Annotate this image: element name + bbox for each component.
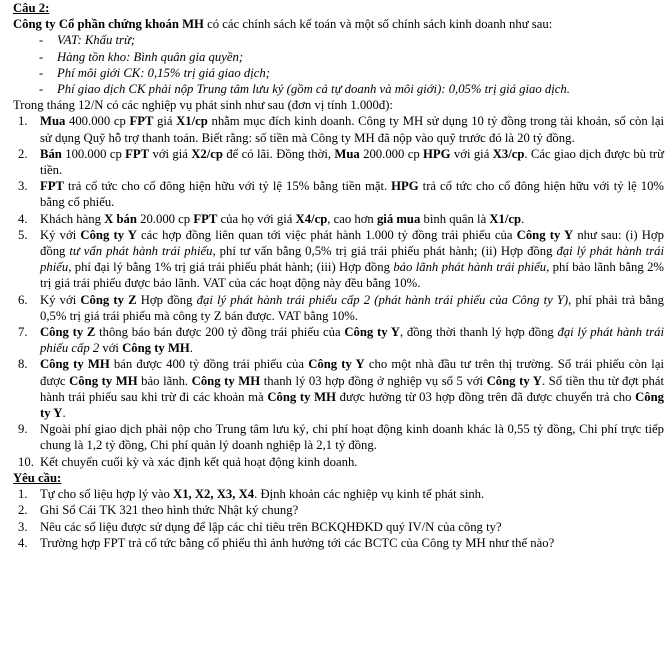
text-segment: được hưởng từ 03 hợp đồng trên đã được chuyển trả cho [335, 389, 636, 404]
bold-text: Công ty Y [344, 325, 400, 340]
text-segment: . [521, 211, 525, 226]
text-segment: 400.000 cp [65, 114, 130, 129]
text-segment: Kết chuyển cuối kỳ và xác định kết quả hoạt động kinh doanh. [40, 454, 358, 469]
text-segment: . [62, 406, 66, 421]
question-title: Câu 2: [13, 1, 50, 15]
item-number: 4. [18, 211, 28, 226]
item-number: 3. [18, 179, 28, 194]
text-segment: trả cổ tức cho cổ đông hiện hữu với tỷ lệ 15% bằng tiền mặt. [63, 179, 392, 194]
text-segment: 200.000 cp [359, 146, 424, 161]
bold-text: X4/cp [295, 211, 328, 226]
text-segment: 100.000 cp [61, 146, 126, 161]
requirements-list [13, 486, 664, 551]
text-segment: với giá [450, 146, 493, 161]
requirements-title: Yêu cầu: [13, 470, 62, 485]
bold-text: Công ty Z [80, 292, 137, 307]
bold-text: Công ty MH [267, 389, 336, 404]
bold-text: Bán [40, 146, 62, 161]
text-segment: giá [153, 114, 177, 129]
transaction-item [13, 356, 664, 421]
bold-text: X1, X2, X3, X4 [173, 487, 255, 502]
text-segment: với [99, 341, 123, 356]
dash-bullet: - [39, 33, 44, 48]
bold-text: FPT [40, 179, 64, 194]
bold-text: Mua [40, 114, 66, 129]
bold-text: bán [116, 211, 137, 226]
text-segment: thông báo bán được 200 tỷ đồng trái phiếu của [95, 325, 345, 340]
requirements-title-line [13, 470, 664, 486]
dash-bullet: - [39, 65, 44, 80]
transaction-item [13, 113, 664, 145]
text-segment: Tự cho số liệu hợp lý vào [40, 487, 174, 502]
question-title-line [13, 0, 664, 16]
dash-bullet: - [39, 82, 44, 97]
policy-text: VAT: Khấu trừ; [57, 33, 136, 48]
requirement-item [13, 502, 664, 518]
text-segment: như sau: (i) Hợp đồng [40, 227, 664, 259]
text-segment: với giá [149, 146, 192, 161]
policy-item [13, 65, 664, 81]
text-segment: Trường hợp FPT trả cổ tức bằng cổ phiếu thì ảnh hưởng tới các BCTC của Công ty MH như thế nào? [40, 535, 555, 550]
bold-text: FPT [125, 146, 150, 161]
item-number: 1. [18, 114, 28, 129]
bold-text: FPT [193, 211, 218, 226]
transaction-item [13, 454, 664, 470]
policy-item [13, 32, 664, 48]
bold-text: FPT [129, 114, 154, 129]
item-number: 6. [18, 292, 28, 307]
text-segment: bảo lãnh. [137, 373, 192, 388]
text-segment: . Số tiền thu từ đợt phát hành trái phiếu sau khi trừ đi các khoản mà [40, 373, 664, 404]
text-segment: , phí phải trả bằng 0,5% trị giá trái phiếu mà công ty Z bán được. VAT bằng 10%. [40, 292, 664, 323]
bold-text: giá mua [376, 211, 421, 226]
bold-text: X2/cp [191, 146, 223, 161]
bold-text: Công ty MH [122, 341, 190, 356]
bold-text: X3/cp [492, 146, 525, 161]
italic-text: đại lý phát hành trái phiếu cấp 2 [40, 325, 664, 356]
text-segment: , phí bảo lãnh bằng 2% trị giá trái phiếu được bảo lãnh. VAT của các hoạt động này đều bằng 10%. [40, 260, 664, 291]
text-segment: của họ với giá [217, 211, 296, 226]
text-segment: Khách hàng [40, 211, 105, 226]
text-segment: , đồng thời thanh lý hợp đồng [399, 325, 558, 340]
item-number: 1. [18, 487, 28, 502]
item-number: 8. [18, 357, 28, 372]
intro-paragraph [13, 16, 664, 32]
transaction-list [13, 113, 664, 469]
bold-text: Công ty MH [69, 373, 138, 388]
text-segment: thanh lý 03 hợp đồng ở nghiệp vụ số 5 với [260, 373, 487, 388]
transaction-item [13, 421, 664, 453]
bold-text: X1/cp [176, 114, 208, 129]
bold-text: HPG [391, 179, 419, 194]
text-segment: bình quân là [420, 211, 490, 226]
italic-text: đại lý phát hành trái phiếu cấp 2 (phát hành trái phiếu của Công ty Y) [196, 292, 569, 307]
policy-text: Phí giao dịch CK phải nộp Trung tâm lưu ký (gồm cả tự doanh và môi giới): 0,05% trị giá giao dịch. [57, 82, 570, 97]
item-number: 4. [18, 535, 28, 550]
company-name: Công ty Cổ phần chứng khoán MH [13, 17, 204, 32]
text-segment: để có lãi. Đồng thời, [222, 146, 335, 161]
item-number: 10. [18, 454, 34, 469]
text-segment: nhằm mục đích kinh doanh. Công ty MH sử dụng 10 tỷ đồng trong tài khoản, số còn lại sử dụng Quỹ hỗ trợ thanh toán. Biết rằng: số tiền mà Công ty MH đã nộp vào quỹ trước đó là 20 tỷ đồng. [40, 114, 664, 145]
policy-text: Hàng tồn kho: Bình quân gia quyền; [57, 49, 244, 64]
text-segment: trả cổ tức cho cổ đông hiện hữu với tỷ lệ 10% bằng cổ phiếu. [40, 179, 664, 210]
bold-text: Công ty Y [80, 227, 137, 242]
text-segment: . Định khoản các nghiệp vụ kinh tế phát sinh. [254, 487, 485, 502]
text-segment: bán được 400 tỷ đồng trái phiếu của [109, 357, 309, 372]
item-number: 3. [18, 519, 28, 534]
month-intro: Trong tháng 12/N có các nghiệp vụ phát sinh như sau (đơn vị tính 1.000đ): [13, 98, 393, 113]
italic-text: tư vấn phát hành trái phiếu [69, 244, 213, 259]
italic-text: bảo lãnh phát hành trái phiếu [393, 260, 547, 275]
text-segment: , cao hơn [327, 211, 377, 226]
italic-text: đại lý phát hành trái phiếu [40, 244, 665, 275]
bold-text: Mua [334, 146, 360, 161]
policy-text: Phí môi giới CK: 0,15% trị giá giao dịch; [57, 65, 270, 80]
item-number: 9. [18, 422, 28, 437]
text-segment: Nêu các số liệu được sử dụng để lập các chỉ tiêu trên BCKQHĐKD quý IV/N của công ty? [40, 519, 502, 534]
item-number: 2. [18, 146, 28, 161]
transaction-item [13, 146, 664, 178]
policy-item [13, 49, 664, 65]
bold-text: X1/cp [489, 211, 522, 226]
text-segment: . [189, 341, 193, 356]
text-segment: Ngoài phí giao dịch phải nộp cho Trung tâm lưu ký, chi phí hoạt động kinh doanh khác là 0,55 tỷ đồng, Chi phí trực tiếp chung là 1,2 tỷ đồng, Chi phí quản lý doanh nghiệp là 2,1 tỷ đồng. [40, 422, 664, 453]
text-segment: Ghi Sổ Cái TK 321 theo hình thức Nhật ký chung? [40, 503, 299, 518]
bold-text: Công ty Z [40, 325, 96, 340]
item-number: 7. [18, 325, 28, 340]
policy-item [13, 81, 664, 97]
text-segment: cho một nhà đầu tư trên thị trường. Số trái phiếu còn lại được [40, 357, 664, 388]
requirement-item [13, 486, 664, 502]
bold-text: Công ty Y [486, 373, 542, 388]
intro-text: có các chính sách kế toán và một số chính sách kinh doanh như sau: [203, 17, 553, 32]
transaction-item [13, 211, 664, 227]
text-segment: . Các giao dịch được bù trừ tiền. [40, 146, 664, 178]
dash-bullet: - [39, 49, 44, 64]
text-segment: các hợp đồng liên quan tới việc phát hành 1.000 tỷ đồng trái phiếu của [136, 227, 517, 242]
bold-text: Công ty MH [40, 357, 110, 372]
transaction-item [13, 178, 664, 210]
transaction-item [13, 292, 664, 324]
item-number: 5. [18, 227, 28, 242]
text-segment: Ký với [40, 227, 81, 242]
text-segment: , phí đại lý bằng 1% trị giá trái phiếu phát hành; (iii) Hợp đồng [68, 260, 394, 275]
bold-text: Công ty MH [191, 373, 261, 388]
requirement-item [13, 519, 664, 535]
bold-text: HPG [423, 146, 451, 161]
requirement-item [13, 535, 664, 551]
text-segment: Hợp đồng [136, 292, 197, 307]
policy-list [13, 32, 664, 97]
item-number: 2. [18, 503, 28, 518]
text-segment: , phí tư vấn bằng 0,5% trị giá trái phiếu phát hành; (ii) Hợp đồng [212, 244, 557, 259]
transaction-item [13, 227, 664, 292]
text-segment: 20.000 cp [136, 211, 194, 226]
bold-text: Công ty Y [308, 357, 365, 372]
text-segment: Ký với [40, 292, 81, 307]
bold-text: X [104, 211, 114, 226]
bold-text: Công ty Y [40, 389, 665, 421]
transaction-item [13, 324, 664, 356]
bold-text: Công ty Y [516, 227, 574, 242]
